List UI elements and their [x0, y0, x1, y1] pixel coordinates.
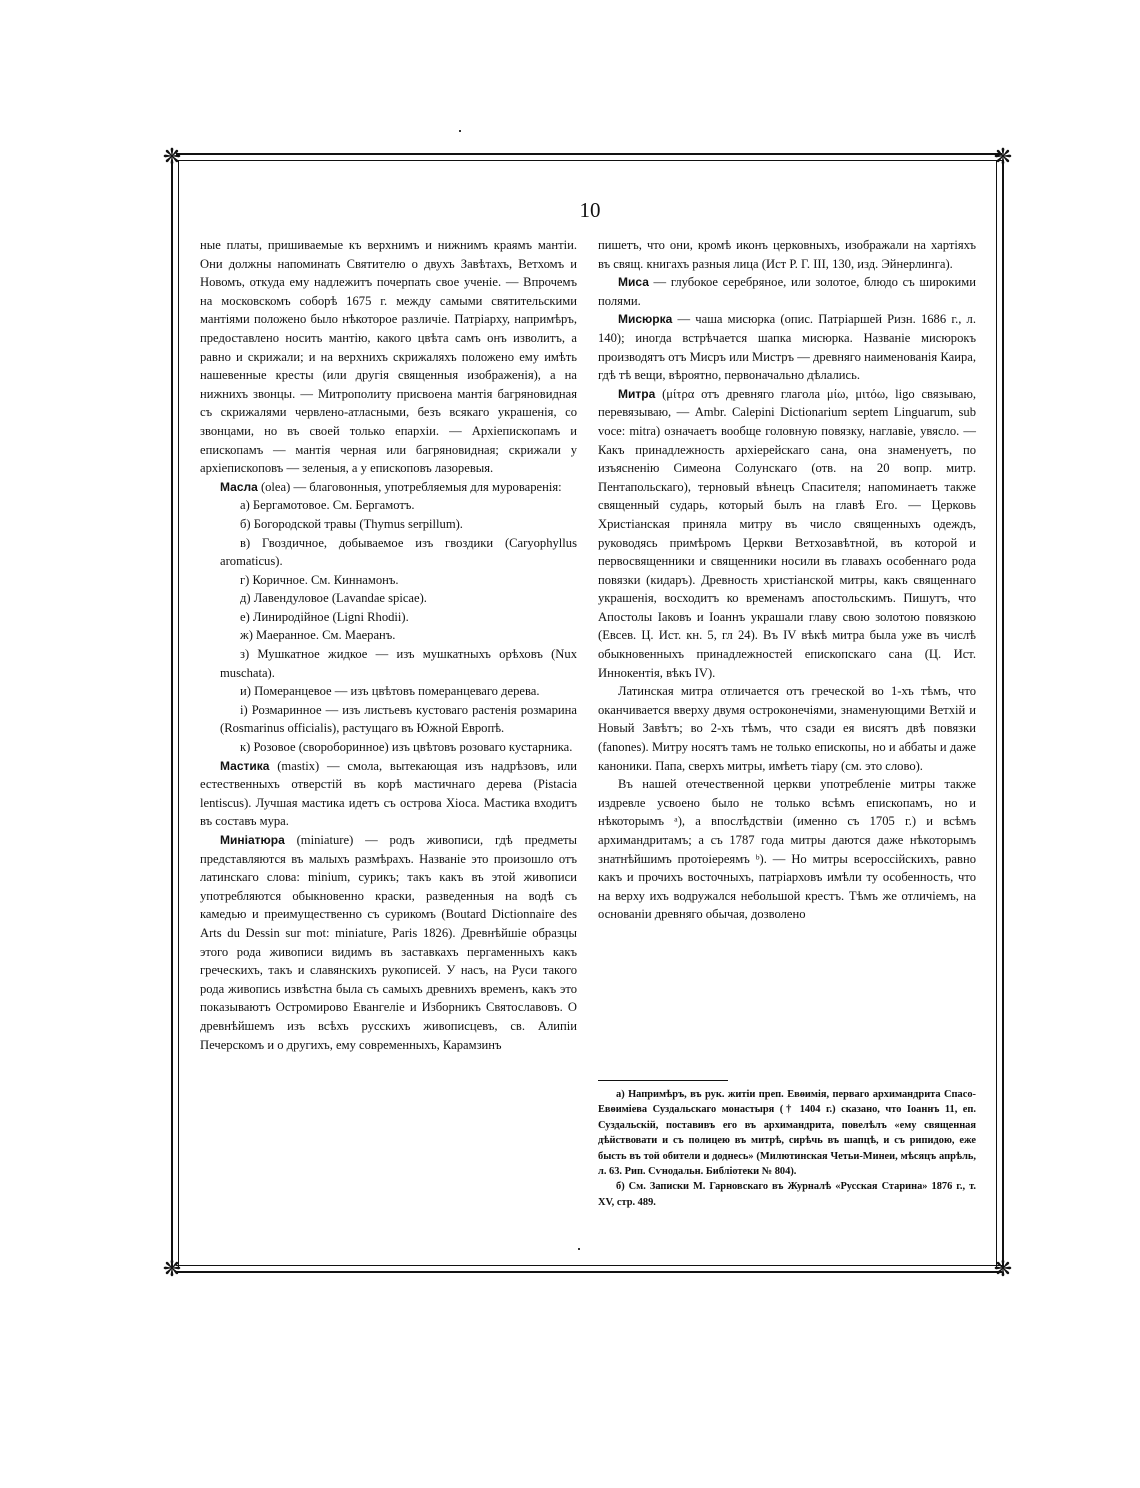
entry-text: — чаша мисюрка (опис. Патріаршей Ризн. 1686 г., л. 140); иногда встрѣчается шапка мисюрка. Названіе мисюрокъ производятъ отъ Мисръ или Мистръ — древняго наименованія Каира, гдѣ тѣ вещи, вѣроятно, первоначально дѣлались.: [598, 312, 976, 383]
floral-ornament-icon: ❋: [993, 1256, 1013, 1281]
list-item: з) Мушкатное жидкое — изъ мушкатныхъ орѣховъ (Nux muschata).: [220, 647, 577, 680]
print-speck: [459, 130, 461, 132]
footnote: б) См. Записки М. Гарновскаго въ Журналѣ «Русская Старина» 1876 г., т. XV, стр. 489.: [598, 1181, 976, 1208]
paragraph: Латинская митра отличается отъ греческой во 1-хъ тѣмъ, что оканчивается вверху двумя остроконечіями, знаменующими Ветхій и Новый Завѣтъ; во 2-хъ тѣмъ, что сзади ея висятъ двѣ повязки (fanones). Митру носятъ тамъ не только епископы, но и аббаты и даже каноники. Папа, сверхъ митры, имѣетъ тіару (см. это слово).: [598, 684, 976, 773]
entry-headword: Миса: [618, 275, 649, 290]
dictionary-entry: [200, 831, 577, 1054]
frame-left-inner-rule: [178, 160, 179, 1268]
list-item: і) Розмаринное — изъ листьевъ кустоваго растенія розмарина (Rosmarinus officialis), растущаго въ Южной Европѣ.: [220, 702, 577, 736]
entry-text: (μίτρα отъ древняго глагола μίω, μιτόω, ligo связываю, перевязываю, — Ambr. Calepini Dictionarium septem Linguarum, sub voce: mitra) означаетъ вообще головную повязку, наглавіе, увясло. — Какъ принадлежность архіерейскаго сана, она знаменуетъ, по изъясненію Симеона Солунскаго (отв. на 20 вопр. митр. Пентапольскаго), терновый вѣнецъ Спасителя; напоминаетъ также священный сударь, который былъ на главѣ Его. — Церковь Христіанская приняла митру въ число священныхъ одеждъ, руководясь примѣромъ Церкви Ветхозавѣтной, въ которой и первосвященники и священники носили въ главахъ особеннаго рода повязки (кидаръ). Древность христіанской митры, какъ священнаго украшенія, восходитъ ко временамъ апостольскимъ. Пишутъ, что Апостолы Іаковъ и Іоаннъ украшали главу свою золотою повязкою (Евсев. Ц. Ист. кн. 5, гл 24). Въ IV вѣкѣ митра была уже въ числѣ обыкновенныхъ принадлежностей епископскаго сана (Ц. Ист. Иннокентія, вѣкъ IV).: [598, 386, 976, 680]
entry-text: (olea) — благовонныя, употребляемыя для муроваренія:: [257, 479, 562, 494]
paragraph: пишетъ, что они, кромѣ иконъ церковныхъ, изображали на хартіяхъ въ свящ. книгахъ разныя лица (Ист Р. Г. III, 130, изд. Эйнерлинга).: [598, 238, 976, 271]
list-item: д) Лавендуловое (Lavandae spicae).: [240, 591, 427, 606]
floral-ornament-icon: ❋: [162, 1256, 182, 1281]
paragraph: Въ нашей отечественной церкви употребленіе митры также издревле усвоено было не только всѣмъ епископамъ, но и нѣкоторымъ ᵃ), а впослѣдствіи (именно съ 1705 г.) и всѣмъ архимандритамъ; а съ 1787 года митры даются даже нѣкоторымъ знатнѣйшимъ протоіереямъ ᵇ). — Но митры всероссійскихъ, равно какъ и прочихъ восточныхъ, патріарховъ имѣли ту особенность, что на верху ихъ водружался небольшой крестъ. Тѣмъ же отличіемъ, на основаніи древняго обычая, дозволено: [598, 777, 976, 922]
list-item: е) Линиродійное (Ligni Rhodii).: [240, 609, 409, 624]
footnotes: [598, 1087, 976, 1210]
frame-right-rule: [1002, 160, 1004, 1268]
dictionary-entry: [200, 478, 577, 497]
footnote-separator: [598, 1080, 728, 1081]
entry-text: — глубокое серебряное, или золотое, блюдо съ широкими полями.: [598, 275, 976, 308]
frame-right-inner-rule: [996, 160, 997, 1268]
left-column: [200, 236, 577, 1054]
frame-top-rule: [176, 153, 1002, 155]
dictionary-entry: [598, 310, 976, 384]
entry-headword: Масла: [220, 479, 258, 494]
frame-left-rule: [171, 160, 173, 1268]
print-speck: [578, 1248, 580, 1250]
list-item: б) Богородской травы (Thymus serpillum).: [240, 516, 463, 531]
entry-headword: Митра: [618, 386, 656, 401]
list-item: и) Померанцевое — изъ цвѣтовъ померанцеваго дерева.: [240, 684, 540, 699]
list-item: к) Розовое (свороборинное) изъ цвѣтовъ розоваго кустарника.: [240, 740, 573, 755]
list-item: в) Гвоздичное, добываемое изъ гвоздики (Caryophyllus aromaticus).: [220, 535, 577, 569]
entry-headword: Миніатюра: [220, 833, 285, 847]
frame-bottom-rule: [176, 1271, 1002, 1273]
list-item: ж) Маеранное. См. Маеранъ.: [240, 628, 396, 643]
frame-top-inner-rule: [176, 160, 1002, 161]
paragraph: ные платы, пришиваемые къ верхнимъ и нижнимъ краямъ мантіи. Они должны напоминать Святителю о двухъ Завѣтахъ, Ветхомъ и Новомъ, откуда ему надлежитъ почерпать свое ученіе. — Впрочемъ на московскомъ соборѣ 1675 г. между самыми святительскими мантіями положено было нѣкоторое различіе. Патріарху, напримѣръ, предоставлено носить мантію, какого цвѣта самъ онъ изволитъ, а равно и скрижали; и на верхнихъ скрижаляхъ положено ему имѣть нашевенные кресты (или другія священныя изображенія), а на нижнихъ звонцы. — Митрополиту присвоена мантія багряновидная съ скрижалями червлено-атласными, безъ всякаго украшенія, со звонцами, но въ своей только епархіи. — Архіепископамъ и епископамъ — мантія черная или багряновидная; скрижали у архіепископовъ — зеленыя, а у епископовъ лазоревыя.: [200, 238, 577, 476]
list-item: г) Коричное. См. Киннамонъ.: [240, 572, 399, 587]
page-number: 10: [579, 198, 601, 222]
frame-bottom-inner-rule: [176, 1265, 1002, 1266]
entry-headword: Мисюрка: [618, 312, 673, 327]
entry-headword: Мастика: [220, 758, 270, 773]
right-column: [598, 236, 976, 924]
footnote: а) Напримѣръ, въ рук. житіи преп. Евѳимія, перваго архимандрита Спасо-Евѳиміева Суздальскаго монастыря († 1404 г.) сказано, что Іоаннъ 11, еп. Суздальскій, поставивъ его въ архимандрита, повелѣлъ «ему священная дѣйствовати и съ полицею въ митрѣ, сирѣчь въ шапцѣ, и съ рипидою, еже бысть въ той обители и доднесь» (Милютинская Четьи-Минеи, мѣсяцъ апрѣль, л. 63. Рип. Сѵнодальн. Библіотеки № 804).: [598, 1089, 976, 1178]
dictionary-entry: [200, 757, 577, 831]
list-item: а) Бергамотовое. См. Бергамотъ.: [240, 498, 415, 513]
floral-ornament-icon: ❋: [162, 144, 182, 169]
entry-text: (miniature) — родъ живописи, гдѣ предметы представляются въ малыхъ размѣрахъ. Названіе это произошло отъ латинскаго слова: minium, сурикъ; такъ какъ въ этой живописи употребляются обыкновенно краски, разведенныя на водѣ съ камедью и преимущественно съ сурикомъ (Boutard Dictionnaire des Arts du Dessin sur mot: miniature, Paris 1826). Древнѣйшіе образцы этого рода живописи видимъ въ заставкахъ пергаменныхъ какъ греческихъ, такъ и славянскихъ рукописей. У насъ, на Руси такого рода живопись извѣстна была съ самыхъ древнихъ временъ, какъ это показываютъ Остромирово Евангеліе и Изборникъ Святославовъ. О древнѣйшемъ изъ всѣхъ русскихъ живописцевъ, св. Алипіи Печерскомъ и о другихъ, ему современныхъ, Карамзинъ: [200, 833, 577, 1052]
dictionary-entry: [598, 273, 976, 310]
dictionary-entry: [598, 385, 976, 683]
floral-ornament-icon: ❋: [993, 144, 1013, 169]
entry-text: (mastix) — смола, вытекающая изъ надрѣзовъ, или естественныхъ отверстій въ корѣ мастичнаго дерева (Pistacia lentiscus). Лучшая мастика идетъ съ острова Хіоса. Мастика входитъ въ составъ мура.: [200, 758, 577, 829]
